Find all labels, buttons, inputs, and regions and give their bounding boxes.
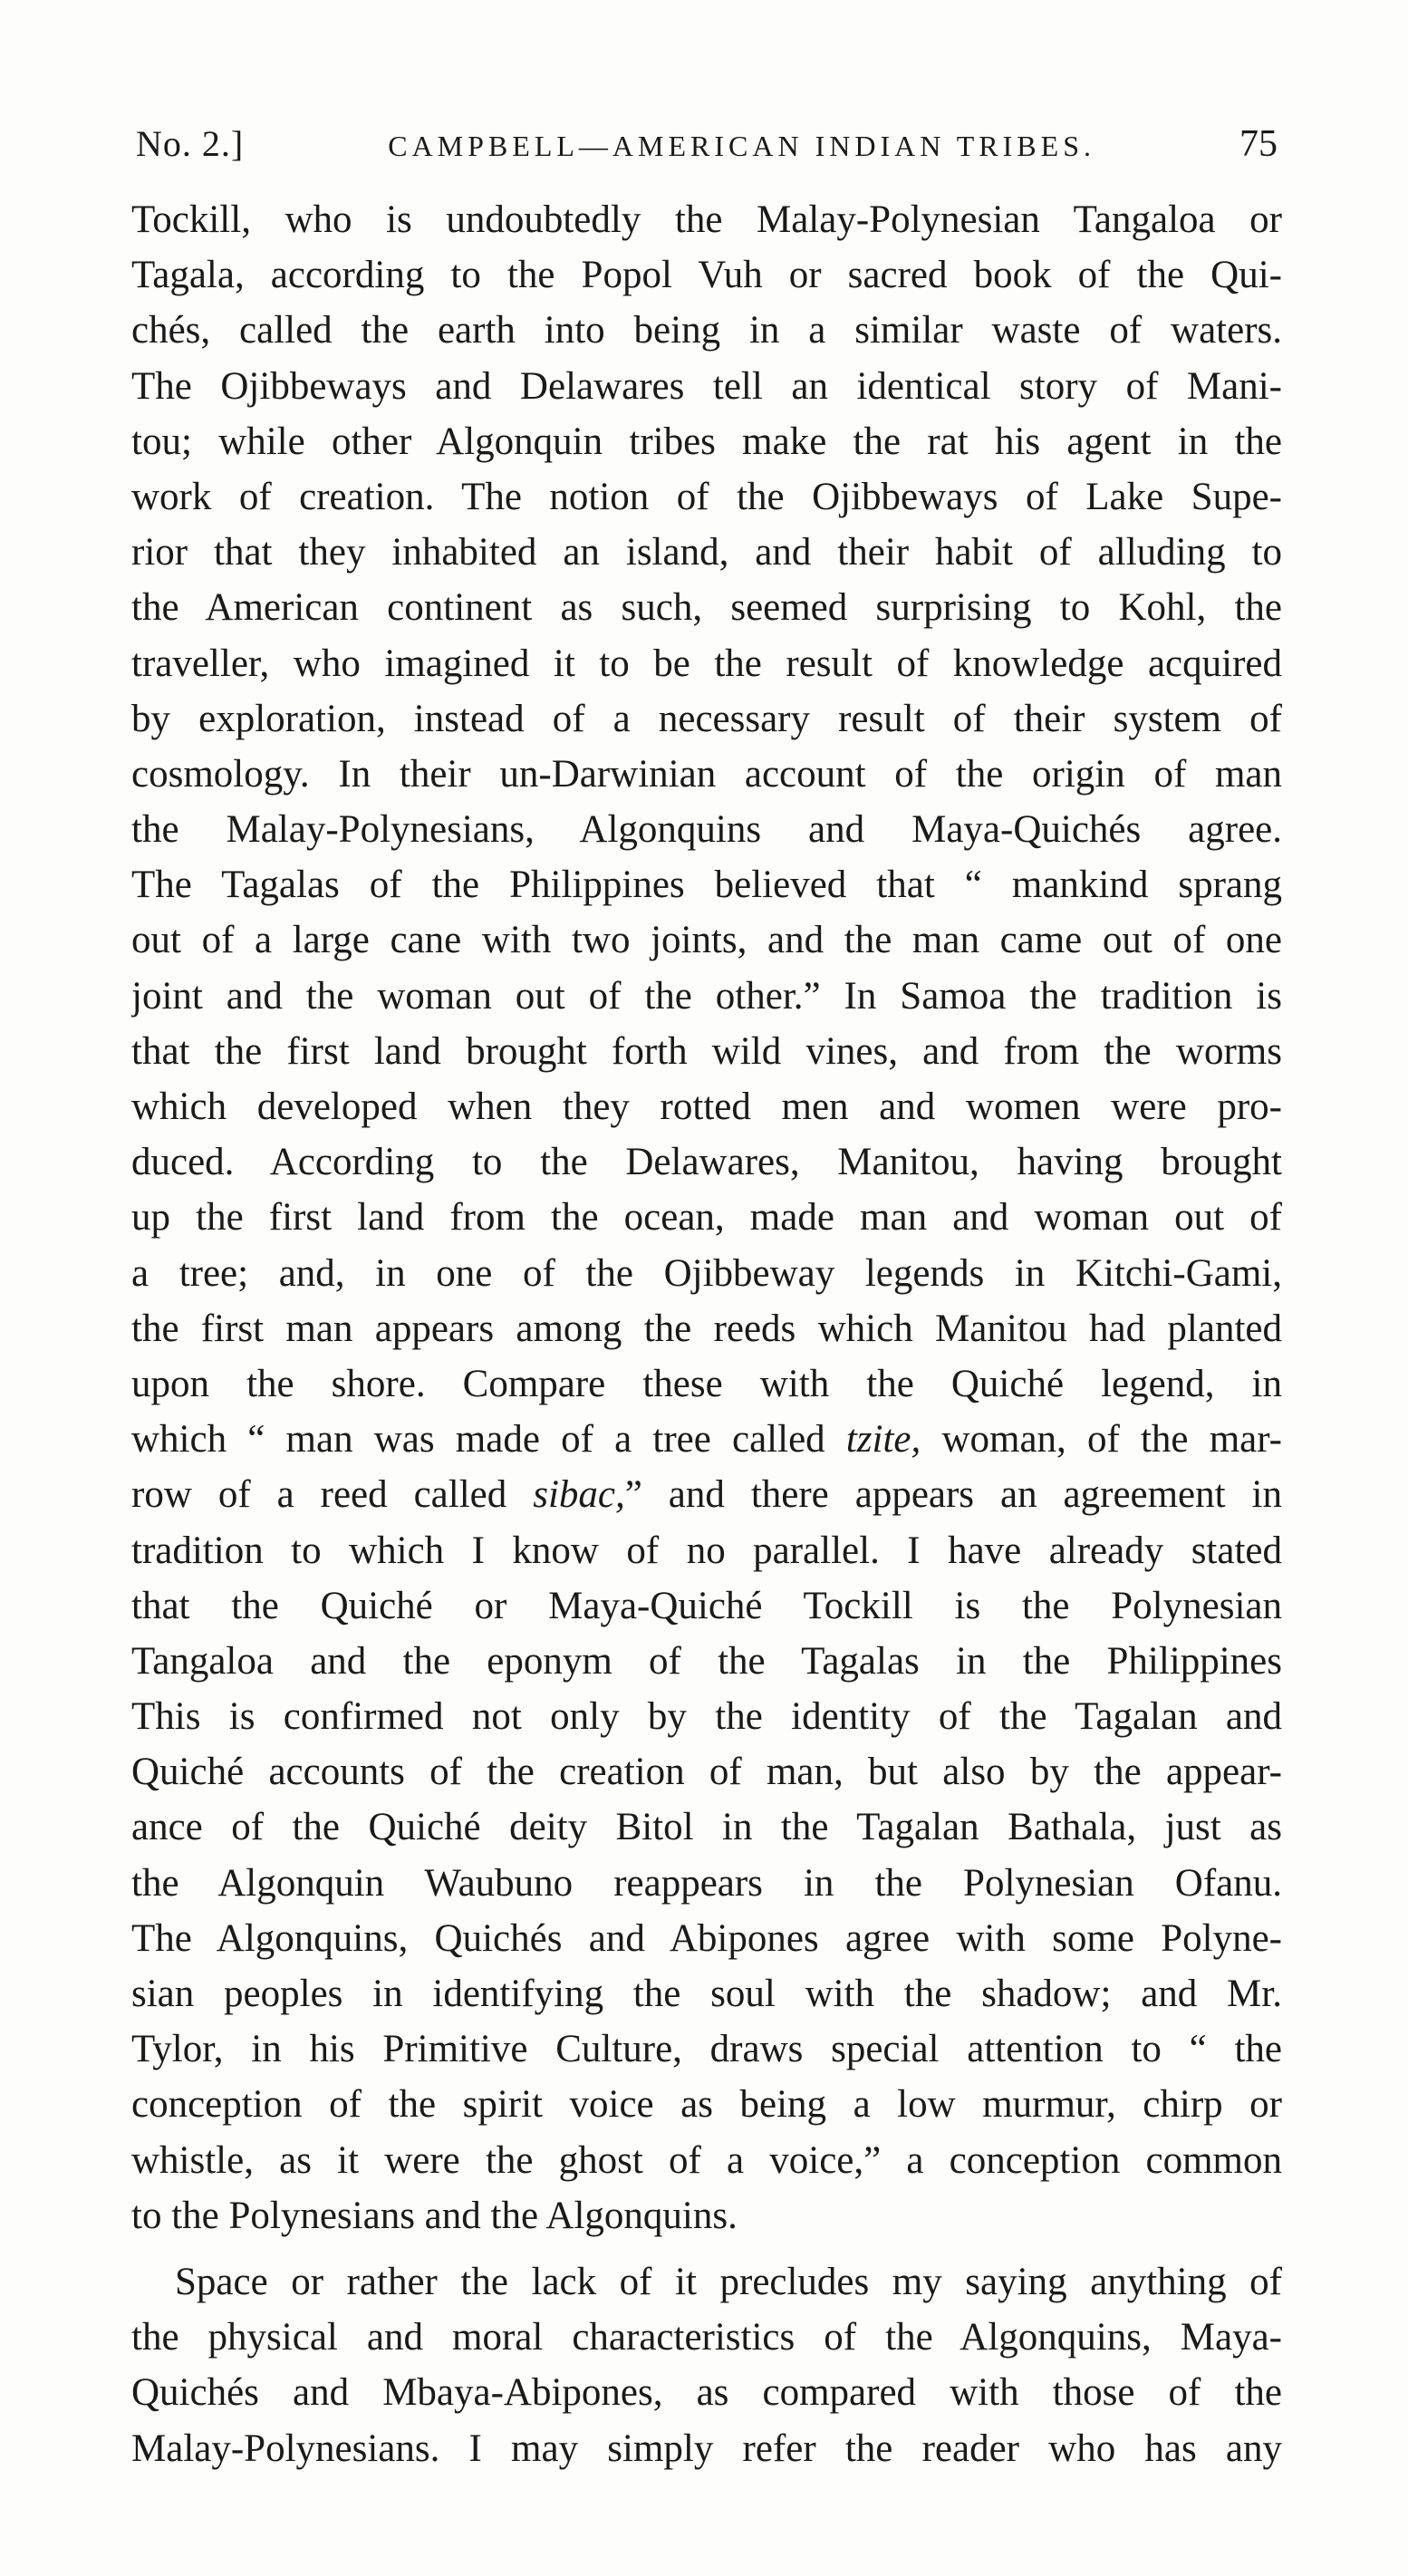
body-text bbox=[131, 192, 1282, 2476]
text-line: that the Quiché or Maya-Quiché Tockill is the Polynesian bbox=[131, 1584, 1282, 1627]
paragraph-2 bbox=[131, 2254, 1282, 2476]
text-line-with-italic bbox=[131, 1467, 1282, 1522]
paragraph-1 bbox=[131, 192, 1282, 2243]
text-line: duced. According to the Delawares, Manitou, having brought bbox=[131, 1141, 1282, 1184]
text-line: the physical and moral characteristics of the Algonquins, Maya- bbox=[131, 2316, 1282, 2359]
text-line: joint and the woman out of the other.” In Samoa the tradition is bbox=[131, 974, 1282, 1018]
text-line: which developed when they rotted men and women were pro- bbox=[131, 1085, 1282, 1128]
italic-term: tzite, bbox=[845, 1418, 921, 1462]
text-line: whistle, as it were the ghost of a voice,” a conception common bbox=[131, 2138, 1282, 2182]
text-line: upon the shore. Compare these with the Quiché legend, in bbox=[131, 1362, 1282, 1405]
text-line: cosmology. In their un-Darwinian account of the origin of man bbox=[131, 752, 1282, 796]
text-segment: which “ man was made of a tree called bbox=[131, 1418, 825, 1462]
text-segment: row of a reed called bbox=[131, 1473, 507, 1517]
text-line: up the first land from the ocean, made man and woman out of bbox=[131, 1196, 1282, 1240]
text-line: out of a large cane with two joints, and the man came out of one bbox=[131, 919, 1282, 962]
text-line: The Ojibbeways and Delawares tell an identical story of Mani- bbox=[131, 364, 1282, 408]
text-line: the American continent as such, seemed surprising to Kohl, the bbox=[131, 586, 1282, 630]
text-line: chés, called the earth into being in a similar waste of waters. bbox=[131, 309, 1282, 352]
text-line: sian peoples in identifying the soul with the shadow; and Mr. bbox=[131, 1973, 1282, 2015]
text-line: conception of the spirit voice as being a low murmur, chirp or bbox=[131, 2083, 1282, 2127]
text-line: Space or rather the lack of it precludes my saying anything of bbox=[175, 2260, 1282, 2303]
text-line: The Algonquins, Quichés and Abipones agree with some Polyne- bbox=[131, 1916, 1282, 1960]
text-segment: ” and there appears an agreement in bbox=[624, 1473, 1282, 1517]
text-line: Tagala, according to the Popol Vuh or sacred book of the Qui- bbox=[131, 254, 1282, 297]
text-line: Quiché accounts of the creation of man, but also by the appear- bbox=[131, 1751, 1282, 1794]
text-line: Quichés and Mbaya-Abipones, as compared with those of the bbox=[131, 2371, 1282, 2415]
running-title: CAMPBELL—AMERICAN INDIAN TRIBES. bbox=[388, 130, 1095, 162]
italic-term: sibac, bbox=[533, 1473, 625, 1517]
text-line: Malay-Polynesians. I may simply refer the reader who has any bbox=[131, 2426, 1282, 2470]
text-line: rior that they inhabited an island, and their habit of alluding to bbox=[131, 531, 1282, 574]
text-line: the Algonquin Waubuno reappears in the Polynesian Ofanu. bbox=[131, 1861, 1282, 1905]
text-line: The Tagalas of the Philippines believed that “ mankind sprang bbox=[131, 863, 1282, 907]
text-line: by exploration, instead of a necessary result of their system of bbox=[131, 697, 1282, 740]
text-line: the Malay-Polynesians, Algonquins and Maya-Quichés agree. bbox=[131, 808, 1282, 852]
text-line: traveller, who imagined it to be the result of knowledge acquired bbox=[131, 642, 1282, 685]
text-line: work of creation. The notion of the Ojibbeways of Lake Supe- bbox=[131, 475, 1282, 518]
text-line: This is confirmed not only by the identity of the Tagalan and bbox=[131, 1695, 1282, 1739]
text-line: Tylor, in his Primitive Culture, draws special attention to “ the bbox=[131, 2028, 1282, 2071]
text-line: that the first land brought forth wild vines, and from the worms bbox=[131, 1029, 1282, 1073]
text-line: Tangaloa and the eponym of the Tagalas in the Philippines bbox=[131, 1639, 1282, 1683]
page-header bbox=[136, 122, 1278, 177]
text-line: tradition to which I know of no parallel. I have already stated bbox=[131, 1529, 1282, 1572]
text-line: the first man appears among the reeds which Manitou had planted bbox=[131, 1307, 1282, 1350]
text-segment: woman, of the mar- bbox=[941, 1418, 1282, 1462]
text-line: tou; while other Algonquin tribes make the rat his agent in the bbox=[131, 420, 1282, 463]
issue-number: No. 2.] bbox=[136, 123, 245, 164]
text-line: Tockill, who is undoubtedly the Malay-Polynesian Tangaloa or bbox=[131, 198, 1282, 241]
text-line: ance of the Quiché deity Bitol in the Tagalan Bathala, just as bbox=[131, 1806, 1282, 1849]
text-line: to the Polynesians and the Algonquins. bbox=[131, 2194, 738, 2237]
text-line-with-italic bbox=[131, 1412, 1282, 1467]
text-line: a tree; and, in one of the Ojibbeway legends in Kitchi-Gami, bbox=[131, 1251, 1282, 1295]
page-number: 75 bbox=[1239, 123, 1278, 165]
